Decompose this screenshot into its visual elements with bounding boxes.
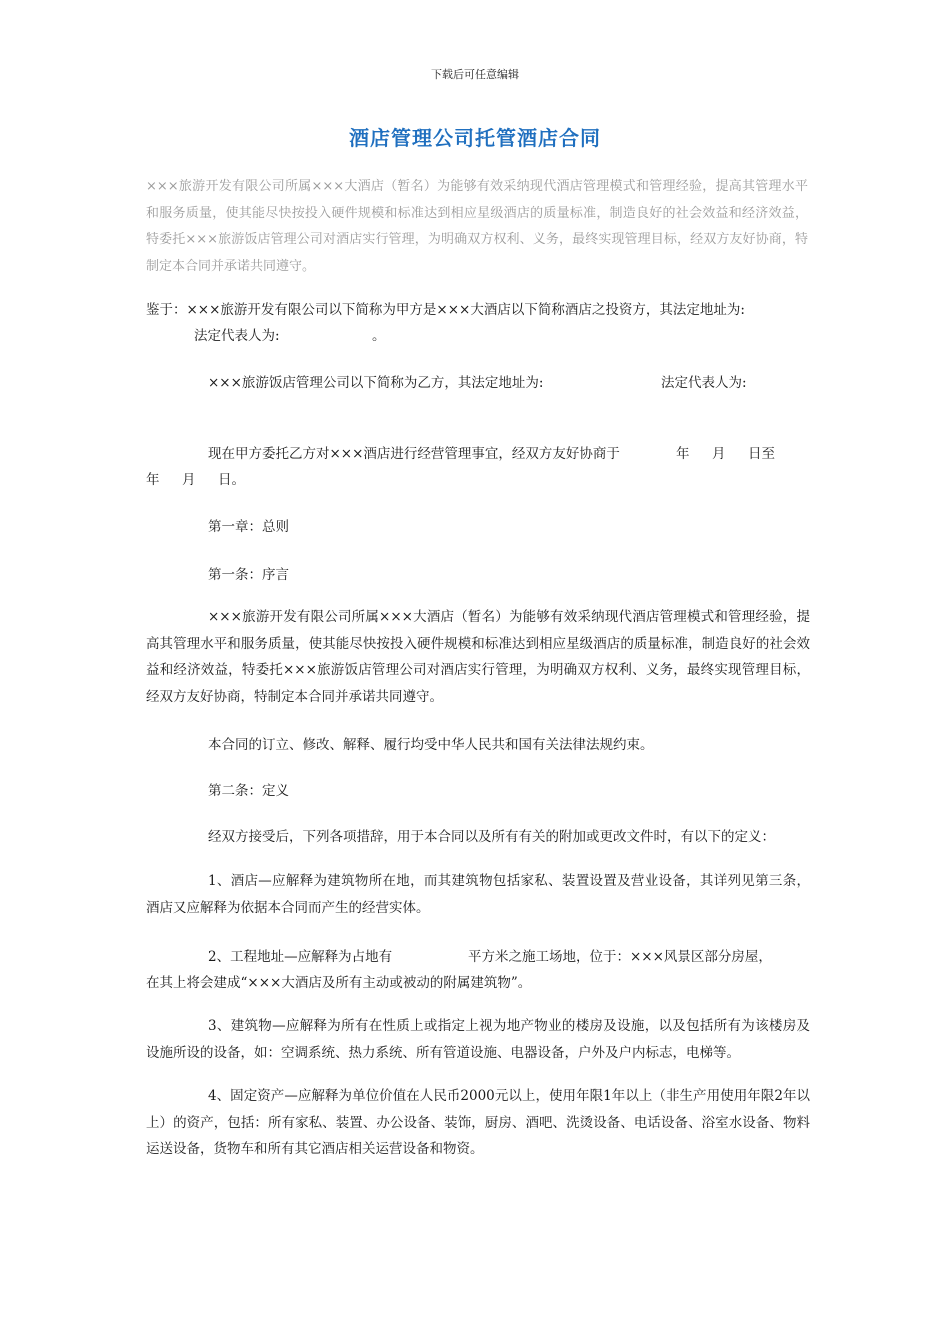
definition-2-part-a: 2、工程地址—应解释为占地有 (208, 949, 393, 965)
date-day-end: 日。 (218, 472, 245, 488)
header-note: 下载后可任意编辑 (431, 68, 519, 81)
party-b-representative-label: 法定代表人为: (661, 375, 747, 391)
party-b-address: ×××旅游饭店管理公司以下简称为乙方，其法定地址为: (208, 375, 544, 391)
party-a-representative-label: 法定代表人为: (194, 328, 280, 344)
definition-2-part-c: 在其上将会建成“×××大酒店及所有主动或被动的附属建筑物”。 (146, 975, 532, 991)
date-month-2: 月 (182, 472, 196, 488)
definitions-intro: 经双方接受后，下列各项措辞，用于本合同以及所有有关的附加或更改文件时，有以下的定义： (208, 829, 775, 845)
document-title: 酒店管理公司托管酒店合同 (349, 126, 601, 150)
article-1-heading: 第一条：序言 (208, 567, 289, 583)
entrust-statement: 现在甲方委托乙方对×××酒店进行经营管理事宜，经双方友好协商于 (208, 446, 620, 462)
chapter-heading: 第一章：总则 (208, 519, 289, 535)
definition-1: 1、酒店—应解释为建筑物所在地，而其建筑物包括家私、装置设置及营业设备，其详列见第三条，酒店又应解释为依据本合同而产生的经营实体。 (146, 873, 810, 916)
definition-3: 3、建筑物—应解释为所有在性质上或指定上视为地产物业的楼房及设施，以及包括所有为该楼房及设施所设的设备，如：空调系统、热力系统、所有管道设施、电器设备，户外及户内标志，电梯等。 (146, 1018, 810, 1061)
date-year-2: 年 (146, 472, 160, 488)
intro-paragraph: ×××旅游开发有限公司所属×××大酒店（暂名）为能够有效采纳现代酒店管理模式和管理经验，提高其管理水平和服务质量，使其能尽快按投入硬件规模和标准达到相应星级酒店的质量标准，制造良好的社会效益和经济效益，特委托×××旅游饭店管理公司对酒店实行管理，为明确双方权利、义务，最终实现管理目标，经双方友好协商，特制定本合同并承诺共同遵守。 (146, 179, 808, 274)
preamble-paragraph: ×××旅游开发有限公司所属×××大酒店（暂名）为能够有效采纳现代酒店管理模式和管理经验，提高其管理水平和服务质量，使其能尽快按投入硬件规模和标准达到相应星级酒店的质量标准，制造良好的社会效益和经济效益，特委托×××旅游饭店管理公司对酒店实行管理，为明确双方权利、义务，最终实现管理目标，经双方友好协商，特制定本合同并承诺共同遵守。 (146, 609, 810, 705)
date-year-1: 年 (676, 446, 690, 462)
definition-4: 4、固定资产—应解释为单位价值在人民币2000元以上，使用年限1年以上（非生产用使用年限2年以上）的资产，包括：所有家私、装置、办公设备、装饰，厨房、酒吧、洗烫设备、电话设备、浴室水设备、物料运送设备，货物车和所有其它酒店相关运营设备和物资。 (146, 1088, 810, 1157)
whereas-line: 鉴于：×××旅游开发有限公司以下简称为甲方是×××大酒店以下简称酒店之投资方，其法定地址为: (146, 302, 745, 318)
law-clause: 本合同的订立、修改、解释、履行均受中华人民共和国有关法律法规约束。 (208, 737, 654, 753)
definition-2-part-b: 平方米之施工场地，位于：×××风景区部分房屋， (468, 949, 772, 965)
party-a-representative-end: 。 (372, 328, 386, 344)
article-2-heading: 第二条：定义 (208, 783, 289, 799)
date-day-to: 日至 (748, 446, 775, 462)
date-month-1: 月 (712, 446, 726, 462)
